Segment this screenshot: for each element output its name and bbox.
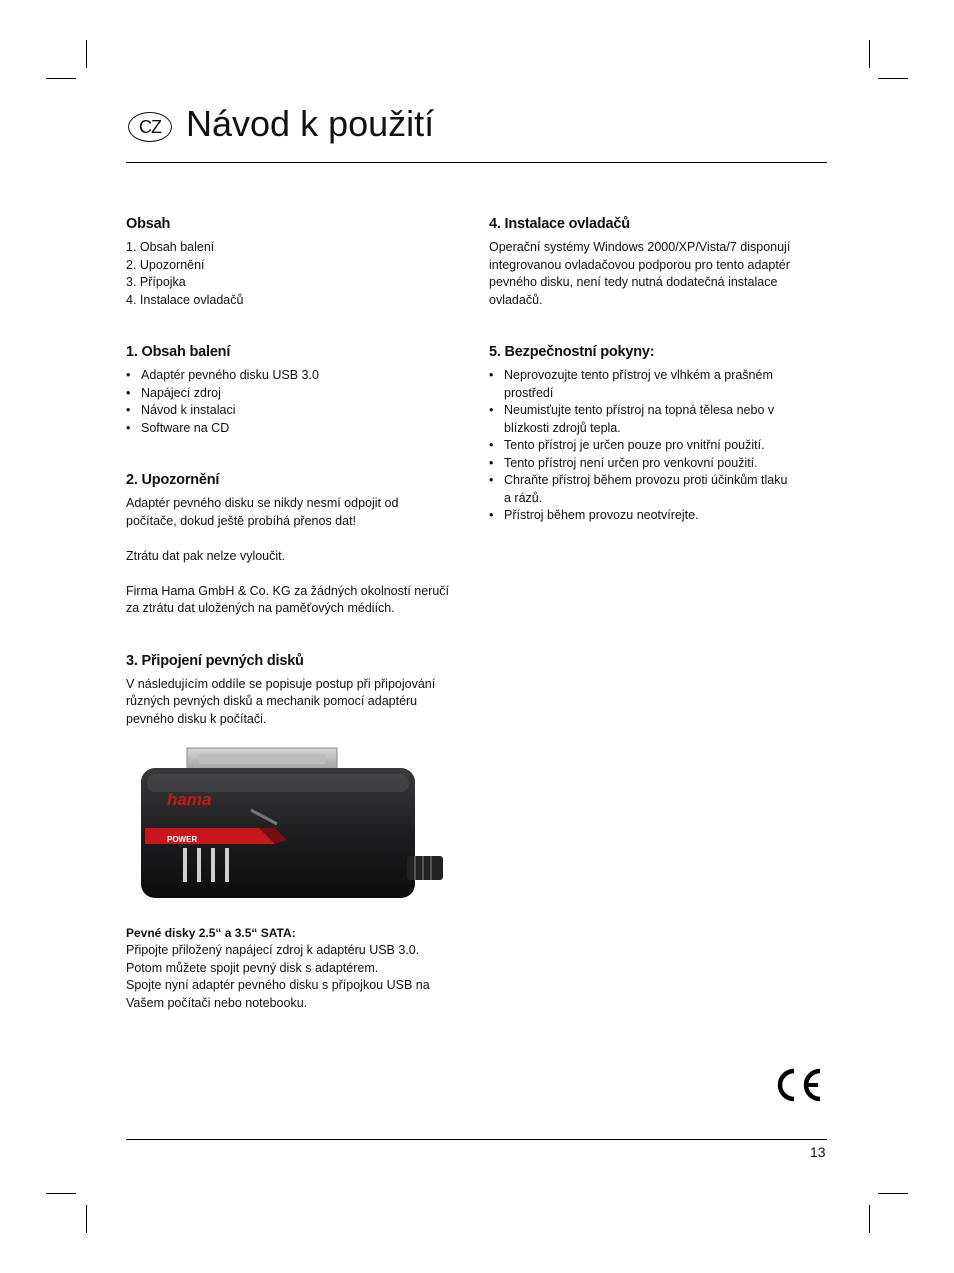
- crop-mark: [86, 40, 87, 68]
- crop-mark: [86, 1205, 87, 1233]
- paragraph-line: různých pevných disků a mechanik pomocí adaptéru: [126, 694, 418, 708]
- paragraph-line: Adaptér pevného disku se nikdy nesmí odpojit od: [126, 496, 399, 510]
- left-column: [126, 214, 461, 1012]
- list-item: • Chraňte přístroj během provozu proti účinkům tlaku a rázů.: [504, 472, 819, 507]
- language-badge: CZ: [128, 112, 172, 142]
- contents-item: 4. Instalace ovladačů: [126, 292, 244, 307]
- paragraph-line: pevného disku, není tedy nutná dodatečná instalace: [489, 275, 778, 289]
- section-warning: [126, 470, 461, 618]
- page-header: [126, 100, 826, 150]
- page-number: 13: [810, 1144, 826, 1160]
- crop-mark: [46, 78, 76, 79]
- paragraph-line: počítače, dokud ještě probíhá přenos dat!: [126, 513, 357, 528]
- contents-heading: Obsah: [126, 216, 171, 232]
- device-brand-logo: hama: [167, 790, 212, 809]
- list-item: • Návod k instalaci: [141, 402, 461, 420]
- contents-item: 3. Přípojka: [126, 275, 186, 289]
- paragraph-line: Vašem počítači nebo notebooku.: [126, 995, 308, 1010]
- list-item: • Neprovozujte tento přístroj ve vlhkém a prašném prostředí: [504, 367, 819, 402]
- section-package-contents: [126, 342, 461, 437]
- crop-mark: [869, 40, 870, 68]
- header-rule: [126, 162, 827, 163]
- adapter-illustration: [139, 746, 444, 901]
- section-safety: [489, 342, 819, 525]
- contents-list: [126, 239, 461, 309]
- paragraph-line: Spojte nyní adaptér pevného disku s přípojkou USB na: [126, 978, 430, 992]
- section-heading: 1. Obsah balení: [126, 344, 231, 360]
- paragraph-line: V následujícím oddíle se popisuje postup při připojování: [126, 676, 436, 691]
- crop-mark: [869, 1205, 870, 1233]
- list-item: • Neumisťujte tento přístroj na topná tělesa nebo v blízkosti zdrojů tepla.: [504, 402, 819, 437]
- paragraph-line: integrovanou ovladačovou podporou pro tento adaptér: [489, 257, 790, 272]
- ce-mark-icon: [772, 1068, 824, 1102]
- list-item: • Software na CD: [141, 420, 461, 438]
- paragraph-line: Firma Hama GmbH & Co. KG za žádných okolností neručí: [126, 583, 450, 598]
- device-power-label: POWER: [167, 835, 198, 844]
- paragraph-line: Operační systémy Windows 2000/XP/Vista/7 disponují: [489, 240, 791, 254]
- list-item: • Přístroj během provozu neotvírejte.: [504, 507, 819, 525]
- list-item: • Tento přístroj není určen pro venkovní použití.: [504, 455, 819, 473]
- page-title: Návod k použití: [186, 103, 435, 144]
- crop-mark: [878, 1193, 908, 1194]
- contents-item: 2. Upozornění: [126, 257, 205, 272]
- paragraph-line: ovladačů.: [489, 292, 543, 307]
- paragraph-line: za ztrátu dat uložených na paměťových médiích.: [126, 601, 395, 615]
- paragraph-line: Připojte přiložený napájecí zdroj k adaptéru USB 3.0.: [126, 943, 420, 957]
- section-driver-install: [489, 214, 819, 309]
- safety-list: [489, 367, 819, 525]
- section-heading: 4. Instalace ovladačů: [489, 216, 630, 232]
- caption-title: Pevné disky 2.5“ a 3.5“ SATA:: [126, 926, 296, 940]
- paragraph-line: pevného disku k počítači.: [126, 711, 267, 726]
- contents-item: 1. Obsah balení: [126, 240, 215, 254]
- right-column: [489, 214, 819, 525]
- paragraph-line: Ztrátu dat pak nelze vyloučit.: [126, 548, 286, 563]
- footer-rule: [126, 1139, 827, 1140]
- section-heading: 5. Bezpečnostní pokyny:: [489, 344, 655, 360]
- package-list: [126, 367, 461, 437]
- crop-mark: [878, 78, 908, 79]
- list-item: • Tento přístroj je určen pouze pro vnitřní použití.: [504, 437, 819, 455]
- section-heading: 3. Připojení pevných disků: [126, 652, 304, 669]
- crop-mark: [46, 1193, 76, 1194]
- contents-section: [126, 214, 461, 309]
- list-item: • Adaptér pevného disku USB 3.0: [141, 367, 461, 385]
- paragraph-line: Potom můžete spojit pevný disk s adaptérem.: [126, 960, 379, 975]
- adapter-photo: [139, 746, 444, 901]
- section-heading: 2. Upozornění: [126, 472, 220, 488]
- section-connection: [126, 651, 461, 1013]
- list-item: • Napájecí zdroj: [141, 385, 461, 403]
